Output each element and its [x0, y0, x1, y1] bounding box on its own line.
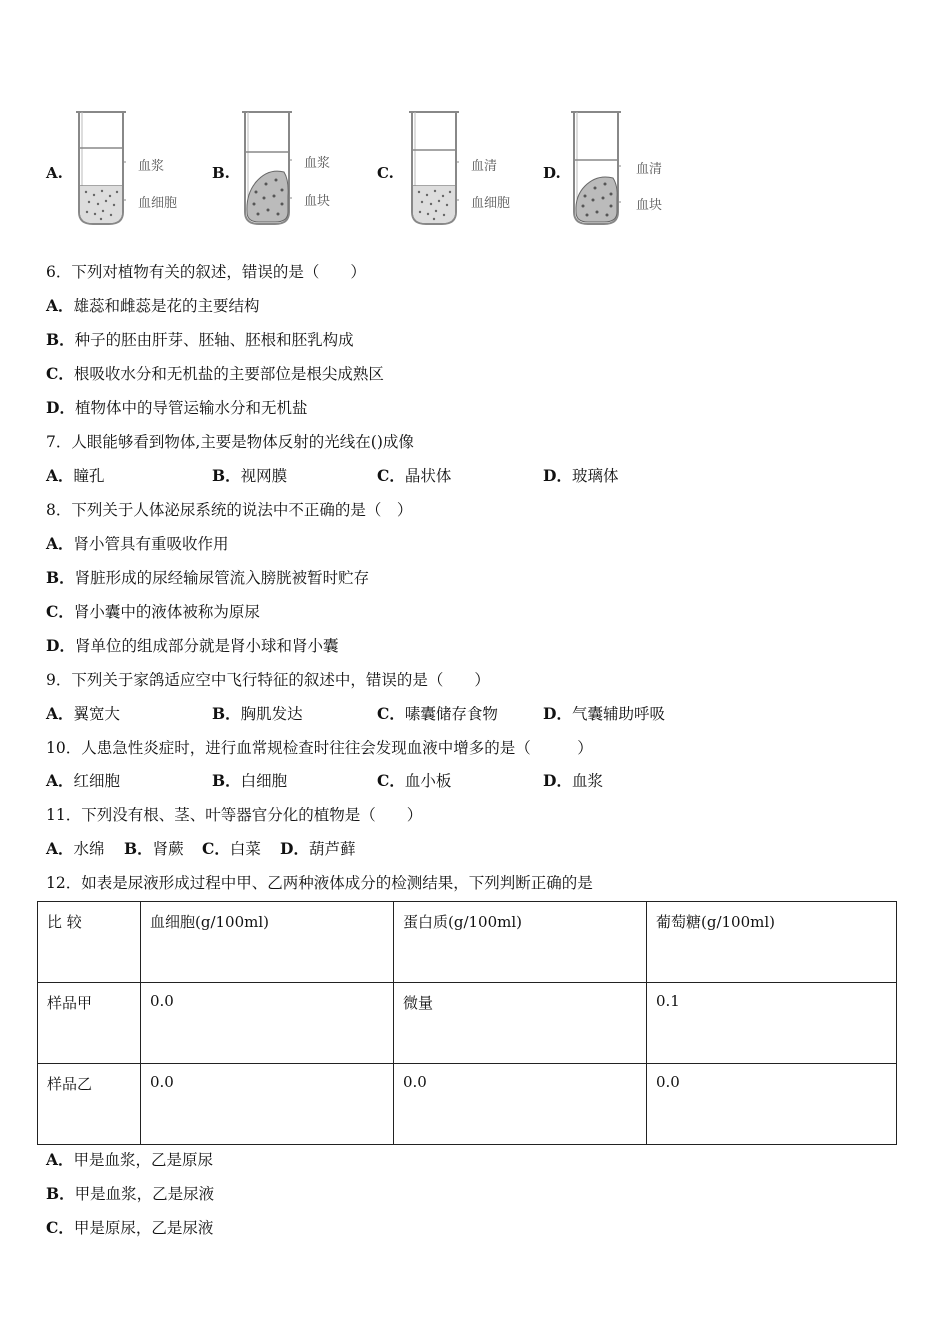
- tube-lower-label: 血块: [304, 194, 331, 209]
- tube-upper-label: 血清: [636, 162, 663, 177]
- option-letter: A.: [46, 164, 63, 182]
- option-letter: D．: [46, 398, 75, 417]
- q8-option-a: A．肾小管具有重吸收作用: [46, 534, 229, 553]
- question-11-stem: 11．下列没有根、茎、叶等器官分化的植物是（ ）: [46, 806, 423, 824]
- table-header-cell: 葡萄糖(g/100ml): [647, 902, 897, 983]
- q6-option-a: [46, 294, 260, 316]
- q10-option-a: A． 红细胞: [46, 771, 121, 790]
- q8-option-d: D．肾单位的组成部分就是肾小球和肾小囊: [46, 636, 339, 655]
- table-header-cell: 血细胞(g/100ml): [141, 902, 394, 983]
- tube-option-a: [46, 100, 206, 240]
- test-tube-c-icon: [409, 100, 459, 230]
- q11-option-c: C． 白菜: [202, 839, 261, 858]
- table-row: [38, 983, 897, 1064]
- tube-upper-label: 血浆: [138, 159, 165, 174]
- question-8-stem: 8．下列关于人体泌尿系统的说法中不正确的是（ ）: [46, 501, 413, 519]
- q7-option-c: C． 晶状体: [377, 466, 452, 485]
- q7-option-a: A． 瞳孔: [46, 466, 105, 485]
- table-cell: 样品甲: [38, 983, 141, 1064]
- table-cell: 0.0: [141, 1064, 394, 1145]
- q7-option-b: B． 视网膜: [212, 466, 288, 485]
- option-letter: B．: [46, 330, 75, 349]
- tube-option-d: [543, 100, 703, 240]
- table-cell: 0.0: [394, 1064, 647, 1145]
- q10-option-b: B． 白细胞: [212, 771, 288, 790]
- test-tube-a-icon: [76, 100, 126, 230]
- option-letter: C．: [46, 364, 74, 383]
- q6-option-b: [46, 328, 354, 350]
- option-letter: B.: [212, 164, 230, 182]
- table-cell: 0.0: [647, 1064, 897, 1145]
- test-tube-b-icon: [242, 100, 292, 230]
- q9-option-c: C． 嗉囊储存食物: [377, 704, 498, 723]
- option-letter: D.: [543, 164, 561, 182]
- table-cell: 0.0: [141, 983, 394, 1064]
- option-letter: A．: [46, 296, 74, 315]
- q8-option-b: B．肾脏形成的尿经输尿管流入膀胱被暂时贮存: [46, 568, 370, 587]
- q10-option-c: C． 血小板: [377, 771, 452, 790]
- option-text: 根吸收水分和无机盐的主要部位是根尖成熟区: [73, 365, 384, 383]
- q9-option-b: B． 胸肌发达: [212, 704, 303, 723]
- tube-upper-label: 血清: [471, 159, 498, 174]
- q12-option-c: C．甲是原尿，乙是尿液: [46, 1218, 214, 1237]
- table-header-cell: 蛋白质(g/100ml): [394, 902, 647, 983]
- q11-option-d: D． 葫芦藓: [280, 839, 356, 858]
- q9-option-d: D． 气囊辅助呼吸: [543, 704, 665, 723]
- q6-option-d: [46, 396, 307, 418]
- question-12-stem: 12．如表是尿液形成过程中甲、乙两种液体成分的检测结果，下列判断正确的是: [46, 874, 593, 892]
- option-letter: C.: [377, 164, 394, 182]
- table-cell: 0.1: [647, 983, 897, 1064]
- option-text: 雄蕊和雌蕊是花的主要结构: [73, 297, 260, 315]
- q6-option-c: [46, 362, 384, 384]
- q8-option-c: C．肾小囊中的液体被称为原尿: [46, 602, 260, 621]
- tube-option-b: [212, 100, 372, 240]
- q12-option-b: B．甲是血浆，乙是尿液: [46, 1184, 215, 1203]
- q7-option-d: D． 玻璃体: [543, 466, 619, 485]
- tube-option-c: [377, 100, 537, 240]
- tube-lower-label: 血细胞: [138, 196, 178, 211]
- tube-upper-label: 血浆: [304, 156, 331, 171]
- question-6-stem: 6．下列对植物有关的叙述，错误的是（ ）: [46, 263, 366, 281]
- question-10-stem: 10．人患急性炎症时，进行血常规检查时往往会发现血液中增多的是（ ）: [46, 739, 593, 757]
- option-text: 植物体中的导管运输水分和无机盐: [74, 399, 308, 417]
- q11-option-b: B． 肾蕨: [124, 839, 184, 858]
- q11-option-a: A． 水绵: [46, 839, 105, 858]
- question-7-stem: 7．人眼能够看到物体,主要是物体反射的光线在()成像: [46, 433, 414, 451]
- table-header-cell: 比 较: [38, 902, 141, 983]
- q9-option-a: A． 翼宽大: [46, 704, 121, 723]
- tube-lower-label: 血细胞: [471, 196, 511, 211]
- urine-composition-table: [37, 901, 897, 1145]
- q10-option-d: D． 血浆: [543, 771, 603, 790]
- test-tube-options: [0, 100, 950, 240]
- tube-lower-label: 血块: [636, 198, 663, 213]
- q12-option-a: A．甲是血浆，乙是原尿: [46, 1150, 214, 1169]
- question-9-stem: 9．下列关于家鸽适应空中飞行特征的叙述中，错误的是（ ）: [46, 671, 490, 689]
- test-tube-d-icon: [571, 100, 621, 230]
- table-cell: 样品乙: [38, 1064, 141, 1145]
- table-header-row: [38, 902, 897, 983]
- table-cell: 微量: [394, 983, 647, 1064]
- table-row: [38, 1064, 897, 1145]
- option-text: 种子的胚由肝芽、胚轴、胚根和胚乳构成: [74, 331, 354, 349]
